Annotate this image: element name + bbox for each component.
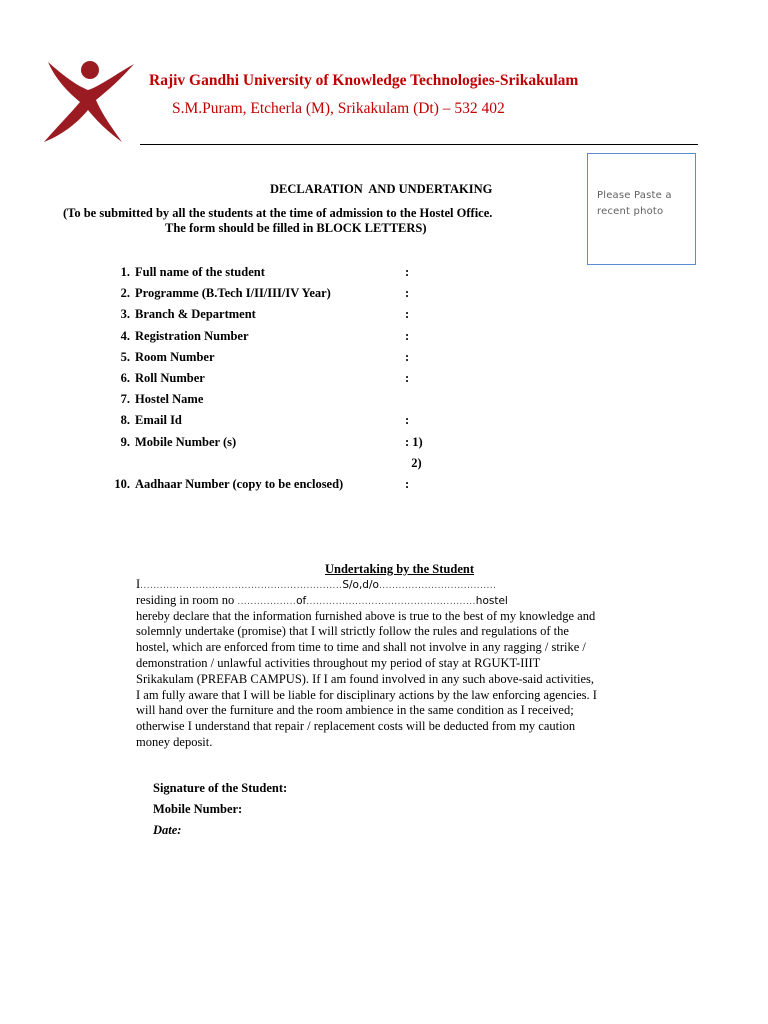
photo-placeholder-box	[587, 153, 696, 265]
header-divider	[140, 144, 698, 145]
field-number: 9.	[120, 434, 130, 449]
undertaking-body-line: hereby declare that the information furnished above is true to the best of my knowledge and	[136, 608, 596, 623]
undertaking-body-line: will hand over the furniture and the room ambience in the same condition as I received;	[136, 703, 574, 718]
of-text: of	[296, 594, 307, 607]
field-colon: 2)	[405, 455, 422, 470]
field-colon: :	[405, 286, 410, 301]
field-label: Hostel Name	[135, 392, 204, 407]
stick-figure-logo-icon	[38, 56, 138, 146]
undertaking-line-room	[136, 593, 696, 609]
field-row-email	[108, 413, 448, 434]
field-row-mobile-2	[108, 456, 448, 477]
signature-label: Signature of the Student:	[153, 781, 288, 795]
undertaking-title: Undertaking by the Student	[325, 562, 474, 576]
field-label: Full name of the student	[135, 265, 265, 279]
field-label: Mobile Number (s)	[135, 434, 237, 449]
field-row-aadhaar	[108, 477, 448, 498]
field-label: Programme (B.Tech I/II/III/IV Year)	[135, 286, 331, 301]
field-row-room	[108, 350, 448, 371]
field-colon: :	[405, 349, 410, 364]
undertaking-body-line: I am fully aware that I will be liable for disciplinary actions by the law enforcing agencies. I	[136, 687, 597, 702]
field-colon: :	[405, 476, 410, 491]
field-label: Room Number	[135, 349, 215, 364]
hostel-text: hostel	[475, 594, 508, 607]
field-row-full-name	[108, 265, 448, 286]
field-colon: :	[405, 328, 410, 343]
field-number: 2.	[120, 286, 130, 301]
university-address: S.M.Puram, Etcherla (M), Srikakulam (Dt) – 532 402	[172, 100, 505, 117]
field-label: Registration Number	[135, 328, 249, 343]
hostel-blank-dots: ....................................................	[306, 596, 476, 607]
field-row-branch	[108, 307, 448, 328]
field-colon: :	[405, 413, 410, 428]
field-colon: :	[405, 370, 410, 385]
field-colon: : 1)	[405, 434, 423, 449]
undertaking-line-name	[136, 577, 696, 593]
field-number: 6.	[120, 370, 130, 385]
field-number: 10.	[114, 476, 130, 491]
field-row-roll	[108, 371, 448, 392]
undertaking-body-line: money deposit.	[136, 734, 213, 749]
field-row-registration	[108, 329, 448, 350]
photo-instruction: Please Paste a recent photo	[597, 190, 672, 217]
signature-mobile-label: Mobile Number:	[153, 802, 243, 816]
name-blank-dots: ..............................................................	[140, 581, 343, 591]
university-name: Rajiv Gandhi University of Knowledge Technologies-Srikakulam	[149, 72, 579, 89]
field-label: Branch & Department	[135, 307, 256, 322]
undertaking-body-line: Srikakulam (PREFAB CAMPUS). If I am found involved in any such above-said activities,	[136, 671, 595, 686]
room-blank-dots: ..................	[237, 596, 297, 607]
field-colon: :	[405, 307, 410, 322]
undertaking-i: I	[136, 577, 141, 591]
declaration-instruction-line2: The form should be filled in BLOCK LETTERS)	[165, 221, 427, 235]
field-number: 4.	[120, 328, 130, 343]
field-number: 5.	[120, 349, 130, 364]
declaration-instruction-line1: (To be submitted by all the students at the time of admission to the Hostel Office.	[63, 206, 493, 220]
field-row-hostel	[108, 392, 448, 413]
declaration-title: DECLARATION AND UNDERTAKING	[270, 182, 493, 196]
student-details-list	[108, 265, 448, 498]
undertaking-body-line: hostel, which are enforced from time to time and shall not involve in any ragging / strike /	[136, 640, 586, 655]
field-label: Aadhaar Number (copy to be enclosed)	[135, 476, 344, 491]
field-label: Roll Number	[135, 370, 205, 385]
field-label: Email Id	[135, 413, 182, 428]
undertaking-body-line: solemnly undertake (promise) that I will strictly follow the rules and regulations of the	[136, 624, 569, 639]
parent-blank-dots: ....................................	[378, 581, 497, 591]
field-number: 1.	[120, 265, 130, 279]
signature-date-label: Date:	[153, 823, 182, 837]
field-row-programme	[108, 286, 448, 307]
so-do-text: S/o,d/o	[342, 579, 379, 591]
undertaking-paragraph	[136, 577, 696, 751]
field-number: 7.	[120, 392, 130, 407]
field-colon: :	[405, 265, 410, 279]
field-number: 8.	[120, 413, 130, 428]
undertaking-body-line: demonstration / unlawful activities throughout my period of stay at RGUKT-IIIT	[136, 655, 541, 670]
field-row-mobile	[108, 435, 448, 456]
field-number: 3.	[120, 307, 130, 322]
residing-text: residing in room no	[136, 592, 235, 607]
undertaking-body-line: otherwise I understand that repair / replacement costs will be deducted from my caution	[136, 719, 576, 734]
